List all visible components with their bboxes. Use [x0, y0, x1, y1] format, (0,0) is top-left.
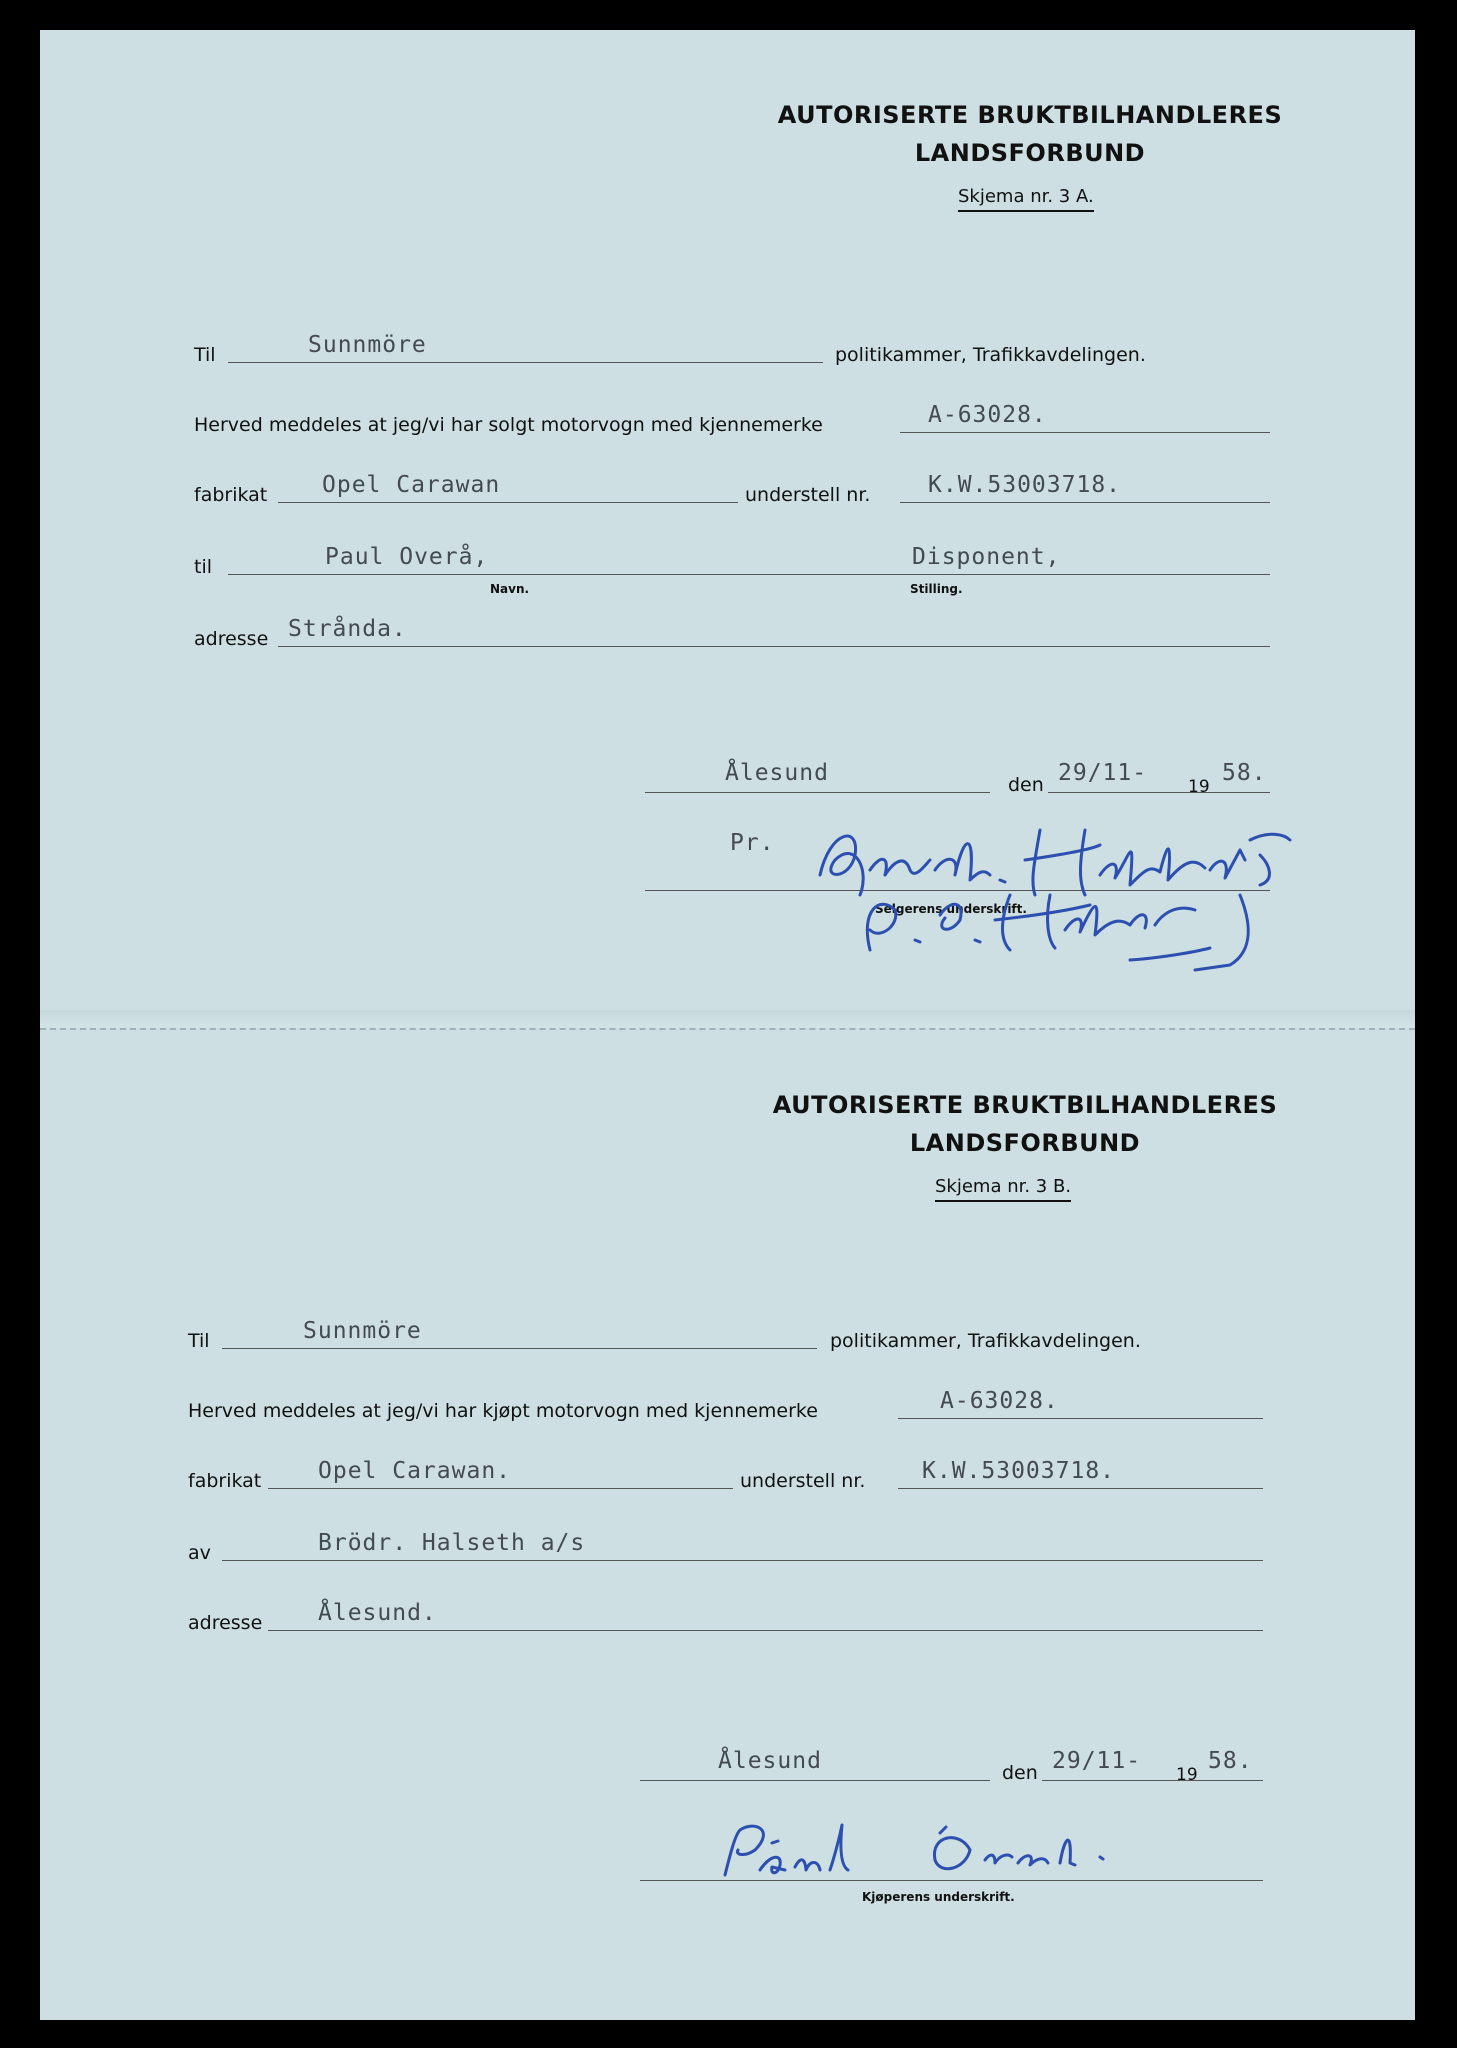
den-label: den [1008, 774, 1044, 796]
understell-label: understell nr. [740, 1470, 866, 1492]
fold-line [40, 1028, 1415, 1030]
kjennemerke-line [898, 1418, 1263, 1419]
til-suffix: politikammer, Trafikkavdelingen. [835, 344, 1146, 366]
understell-line [898, 1488, 1263, 1489]
org-line1: AUTORISERTE BRUKTBILHANDLERES [772, 1091, 1278, 1119]
fabrikat-line [268, 1488, 733, 1489]
til2-label: til [194, 556, 213, 578]
org-header-a [770, 96, 1290, 172]
av-line [222, 1560, 1263, 1561]
stilling-caption: Stilling. [910, 582, 963, 596]
fold-shadow [40, 1010, 1415, 1028]
place-line [640, 1780, 990, 1781]
av-value: Brödr. Halseth a/s [318, 1530, 586, 1556]
stilling-value: Disponent, [912, 544, 1061, 570]
org-line1: AUTORISERTE BRUKTBILHANDLERES [777, 101, 1283, 129]
herved-label: Herved meddeles at jeg/vi har solgt motorvogn med kjennemerke [194, 414, 823, 436]
navn-line [228, 574, 1270, 575]
til-suffix: politikammer, Trafikkavdelingen. [830, 1330, 1141, 1352]
navn-caption: Navn. [490, 582, 530, 596]
kjennemerke-value: A-63028. [940, 1388, 1059, 1414]
fabrikat-label: fabrikat [194, 484, 268, 506]
org-line2: LANDSFORBUND [909, 1129, 1141, 1157]
herved-label: Herved meddeles at jeg/vi har kjøpt motorvogn med kjennemerke [188, 1400, 818, 1422]
date-line [1048, 792, 1270, 793]
adresse-value: Strånda. [288, 616, 407, 642]
fabrikat-value: Opel Carawan. [318, 1458, 512, 1484]
understell-value: K.W.53003718. [928, 472, 1122, 498]
adresse-label: adresse [194, 628, 269, 650]
navn-value: Paul Overå, [325, 544, 489, 570]
date-value: 29/11- [1052, 1748, 1142, 1774]
til-value: Sunnmöre [308, 332, 427, 358]
til-line [222, 1348, 817, 1349]
fabrikat-line [278, 502, 738, 503]
til-label: Til [194, 344, 216, 366]
til-line [228, 362, 823, 363]
understell-line [900, 502, 1270, 503]
pr-label: Pr. [730, 830, 775, 856]
til-value: Sunnmöre [303, 1318, 422, 1344]
fabrikat-label: fabrikat [188, 1470, 262, 1492]
til-label: Til [188, 1330, 210, 1352]
kjennemerke-value: A-63028. [928, 402, 1047, 428]
year-prefix: 19 [1188, 777, 1210, 797]
den-label: den [1002, 1762, 1038, 1784]
kjennemerke-line [900, 432, 1270, 433]
understell-label: understell nr. [745, 484, 871, 506]
buyer-signature-image [700, 1815, 1220, 1895]
place-line [645, 792, 990, 793]
skjema-label-a: Skjema nr. 3 A. [958, 186, 1094, 212]
date-line [1042, 1780, 1263, 1781]
av-label: av [188, 1542, 211, 1564]
place-value: Ålesund [718, 1748, 822, 1774]
year-prefix: 19 [1176, 1765, 1198, 1785]
year-suffix: 58. [1222, 760, 1267, 786]
adresse-line [278, 646, 1270, 647]
year-suffix: 58. [1208, 1748, 1253, 1774]
skjema-label-b: Skjema nr. 3 B. [935, 1176, 1071, 1202]
org-header-b [765, 1086, 1285, 1162]
adresse-line [268, 1630, 1263, 1631]
date-value: 29/11- [1058, 760, 1148, 786]
understell-value: K.W.53003718. [922, 1458, 1116, 1484]
adresse-value: Ålesund. [318, 1600, 437, 1626]
seller-signature-image [800, 800, 1320, 980]
signature-caption-a: Selgerens underskrift. [875, 902, 1027, 916]
org-line2: LANDSFORBUND [914, 139, 1146, 167]
fabrikat-value: Opel Carawan [322, 472, 501, 498]
signature-caption-b: Kjøperens underskrift. [862, 1890, 1015, 1904]
adresse-label: adresse [188, 1612, 263, 1634]
place-value: Ålesund [725, 760, 829, 786]
